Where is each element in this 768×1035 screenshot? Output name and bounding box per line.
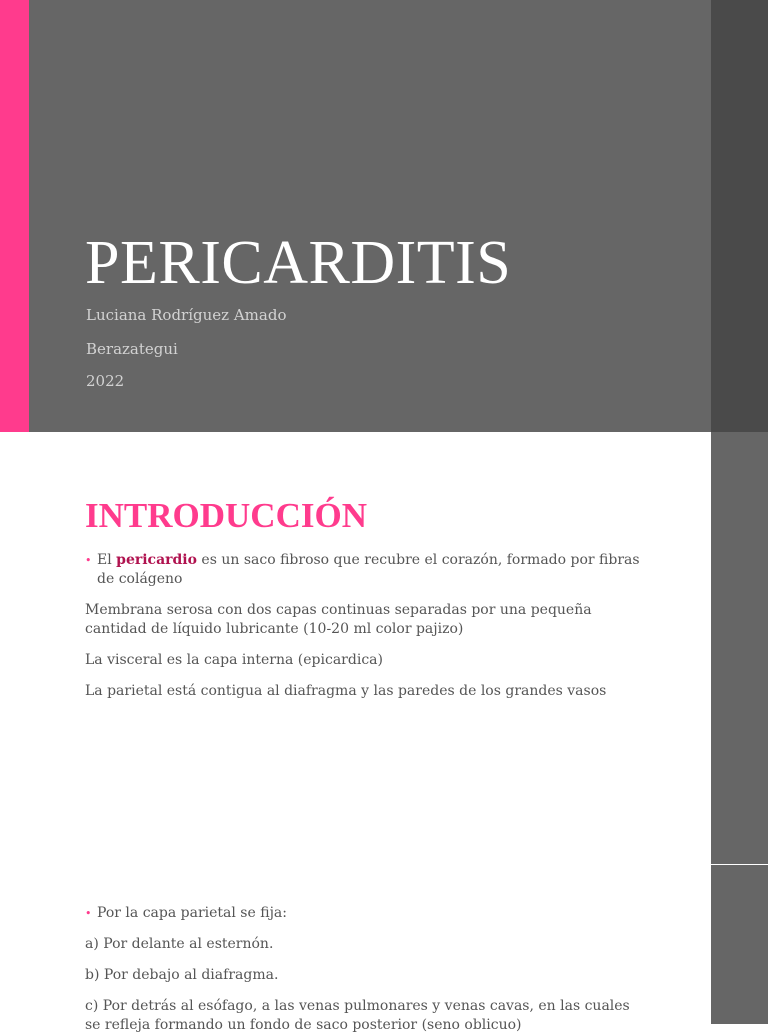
year: 2022 — [86, 372, 125, 390]
list-item: a) Por delante al esternón. — [85, 936, 274, 952]
highlight-term: pericardio — [116, 552, 197, 568]
list-item: c) Por detrás al esófago, a las venas pulmonares y venas cavas, en las cuales se refleja formando un fondo de saco posterior (seno oblicuo) — [85, 998, 630, 1033]
bullet-icon: • — [85, 554, 92, 567]
bullet-text: Por la capa parietal se fija: — [97, 905, 287, 921]
side-band — [711, 0, 768, 432]
accent-bar — [0, 0, 29, 432]
bullet-paragraph — [85, 904, 657, 923]
slide-title: PERICARDITIS — [85, 229, 512, 297]
intro-slide — [0, 432, 768, 864]
continuation-slide — [0, 865, 768, 1033]
slide-heading: INTRODUCCIÓN — [85, 496, 367, 535]
bullet-paragraph — [85, 551, 657, 589]
text-suffix: es un saco fibroso que recubre el corazón, formado por fibras de colágeno — [97, 552, 640, 587]
paragraph: La visceral es la capa interna (epicardica) — [85, 652, 383, 668]
title-slide — [0, 0, 768, 432]
side-band — [711, 432, 768, 864]
paragraph: La parietal está contigua al diafragma y las paredes de los grandes vasos — [85, 683, 607, 699]
paragraph: Membrana serosa con dos capas continuas separadas por una pequeña cantidad de líquido lubricante (10-20 ml color pajizo) — [85, 602, 592, 637]
text-prefix: El — [97, 552, 117, 568]
list-item: b) Por debajo al diafragma. — [85, 967, 279, 983]
side-band — [711, 865, 768, 1024]
location: Berazategui — [86, 340, 178, 358]
author-name: Luciana Rodríguez Amado — [86, 306, 287, 324]
bullet-icon: • — [85, 907, 92, 920]
